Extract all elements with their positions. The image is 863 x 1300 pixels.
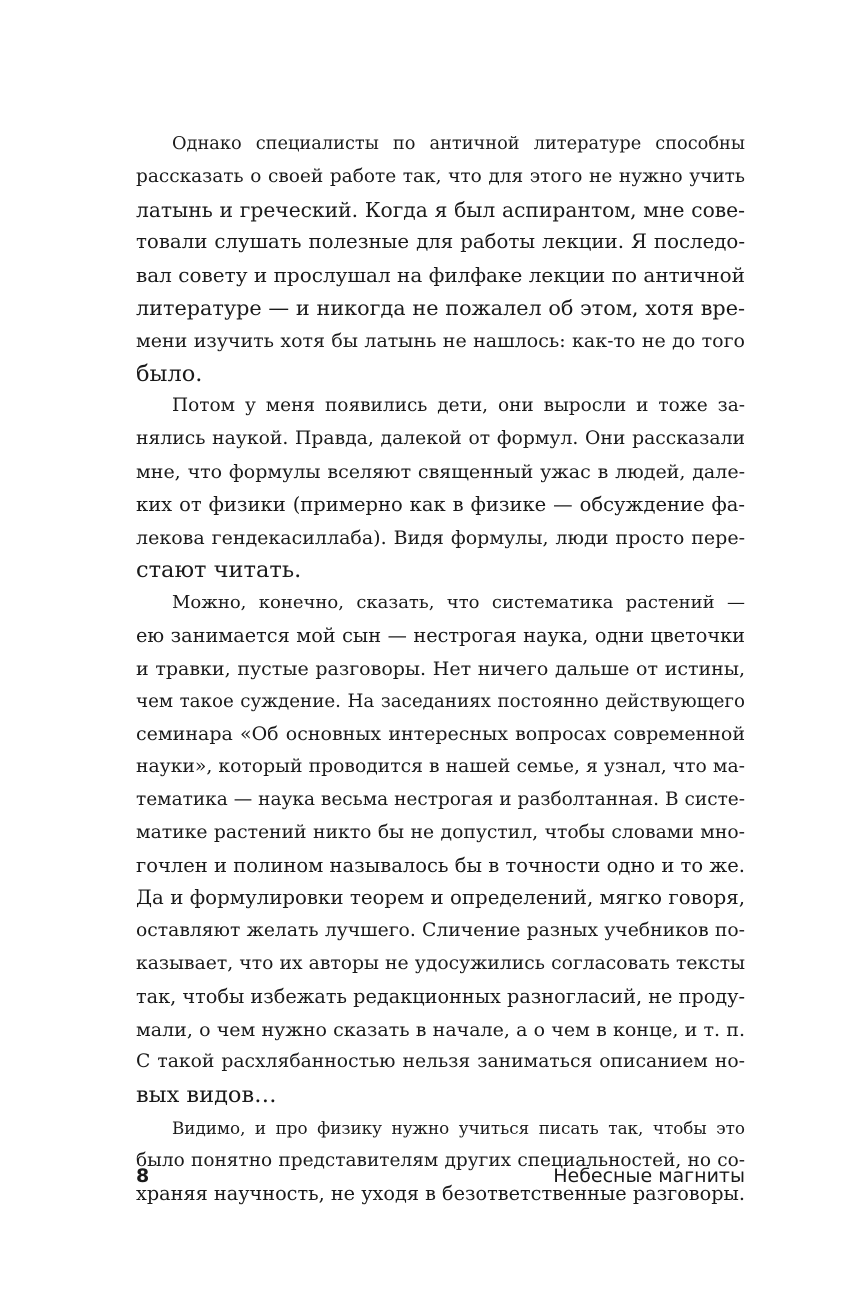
text-line: Да и формулировки теорем и определений, мягко говоря, [136, 886, 745, 910]
paragraph [136, 128, 745, 390]
page-number: 8 [136, 1165, 150, 1187]
page-footer [136, 1165, 745, 1195]
text-line: и травки, пустые разговоры. Нет ничего дальше от истины, [136, 657, 745, 680]
text-line: так, чтобы избежать редакционных разногласий, не проду- [136, 984, 745, 1008]
text-line: мали, о чем нужно сказать в начале, а о чем в конце, и т. п. [136, 1018, 745, 1041]
text-line: латынь и греческий. Когда я был аспирантом, мне сове- [136, 197, 745, 222]
text-line: ею занимается мой сын — нестрогая наука, одни цветочки [136, 623, 745, 647]
text-line: вых видов… [136, 1082, 277, 1109]
paragraph [136, 587, 745, 1112]
text-line: оставляют желать лучшего. Сличение разных учебников по- [136, 920, 745, 942]
text-line: семинара «Об основных интересных вопросах современной [136, 723, 745, 746]
text-line: храняя научность, не уходя в безответственные разговоры. [136, 1181, 745, 1205]
text-line: литературе — и никогда не пожалел об этом, хотя вре- [136, 295, 745, 320]
body-text [136, 128, 745, 1210]
text-line: мне, что формулы вселяют священный ужас в людей, дале- [136, 460, 745, 483]
paragraph [136, 390, 745, 587]
running-title: Небесные магниты [553, 1165, 745, 1187]
text-line: Можно, конечно, сказать, что систематика растений — [172, 592, 745, 614]
paragraph [136, 1112, 745, 1210]
text-line: было понятно представителям других специальностей, но со- [136, 1149, 745, 1171]
text-line: стают читать. [136, 557, 302, 584]
text-line: Потом у меня появились дети, они выросли и тоже за- [172, 395, 745, 417]
text-line: было. [136, 360, 203, 387]
text-line: ких от физики (примерно как в физике — обсуждение фа- [136, 492, 745, 516]
text-line: Видимо, и про физику нужно учиться писать так, чтобы это [172, 1117, 745, 1138]
text-line: науки», который проводится в нашей семье, я узнал, что ма- [136, 756, 745, 778]
text-line: тематика — наука весьма нестрогая и разболтанная. В систе- [136, 788, 745, 810]
text-line: нялись наукой. Правда, далекой от формул. Они рассказали [136, 428, 745, 450]
text-line: С такой расхлябанностью нельзя заниматься описанием но- [136, 1051, 745, 1073]
text-line: товали слушать полезные для работы лекции. Я последо- [136, 230, 745, 254]
text-line: вал совету и прослушал на филфаке лекции по античной [136, 263, 745, 288]
text-line: лекова гендекасиллаба). Видя формулы, люди просто пере- [136, 526, 745, 549]
text-line: казывает, что их авторы не удосужились согласовать тексты [136, 952, 745, 974]
text-line: матике растений никто бы не допустил, чтобы словами мно- [136, 821, 745, 843]
text-line: мени изучить хотя бы латынь не нашлось: как-то не до того [136, 329, 745, 352]
text-line: Однако специалисты по античной литературе способны [172, 134, 745, 154]
text-line: чем такое суждение. На заседаниях постоянно действующего [136, 690, 745, 712]
text-line: гочлен и полином называлось бы в точности одно и то же. [136, 853, 745, 877]
text-line: рассказать о своей работе так, что для этого не нужно учить [136, 165, 745, 187]
